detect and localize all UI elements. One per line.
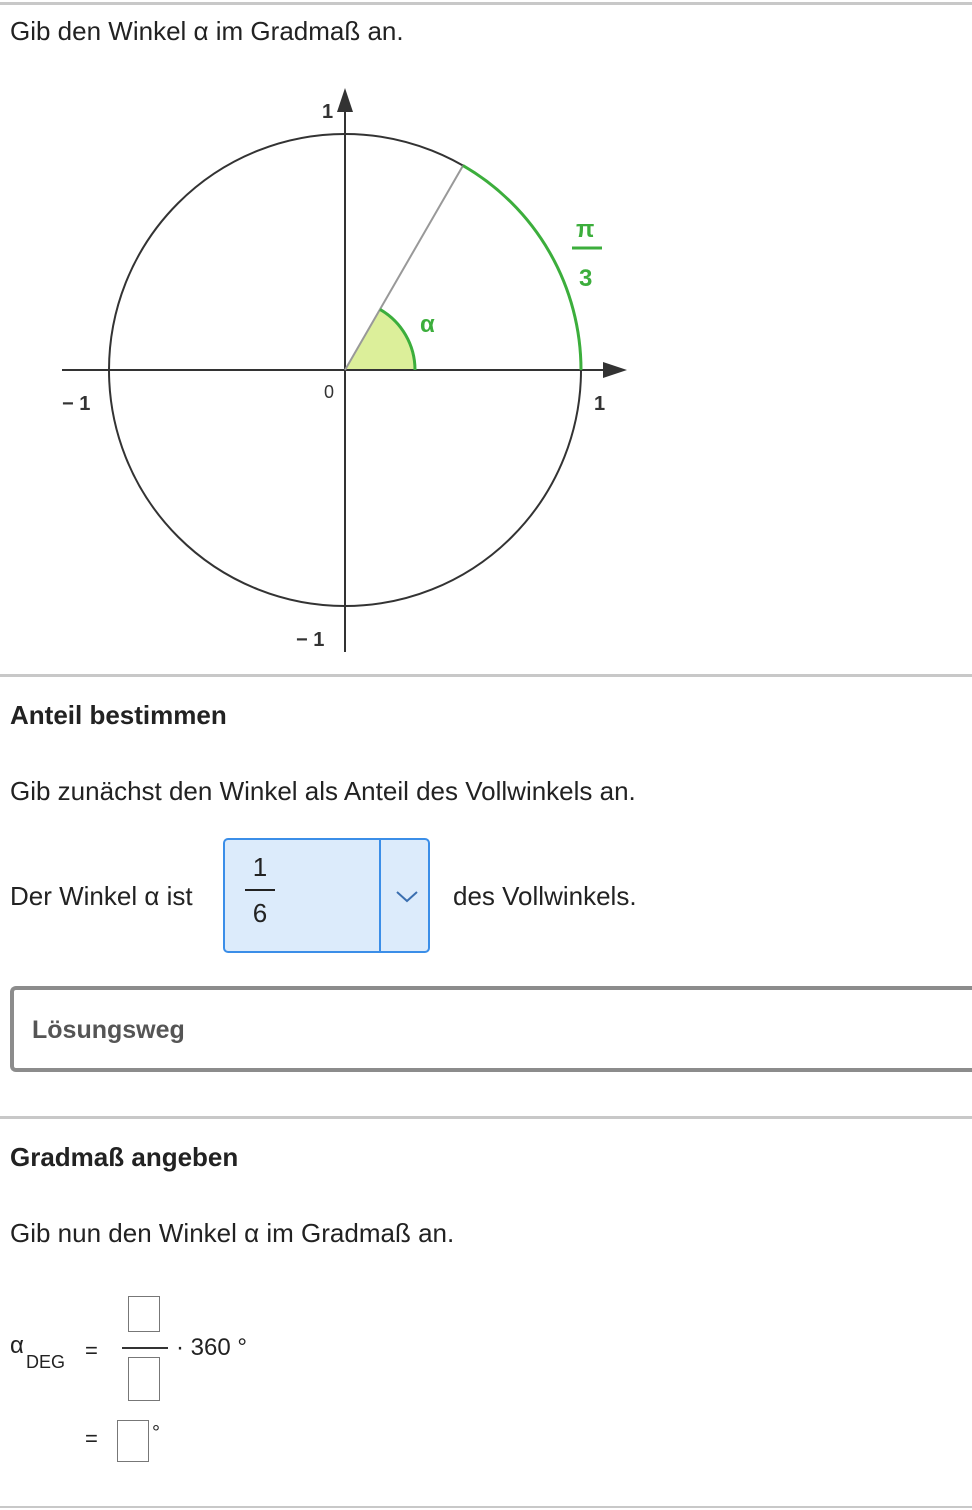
times-360: · 360 ° — [176, 1334, 247, 1361]
section2-title: Gradmaß angeben — [10, 1142, 239, 1172]
equals-sign-2: = — [85, 1426, 98, 1451]
arc-label-denominator: 3 — [579, 265, 593, 292]
section-divider-2 — [0, 1116, 972, 1119]
sentence-suffix: des Vollwinkels. — [453, 881, 637, 911]
alpha-subscript: DEG — [26, 1352, 66, 1372]
result-input[interactable] — [117, 1420, 149, 1462]
unit-circle-diagram — [0, 70, 700, 670]
arc-label-numerator: π — [576, 216, 595, 243]
x-right-label: 1 — [594, 393, 606, 415]
section2-instruction: Gib nun den Winkel α im Gradmaß an. — [10, 1218, 455, 1248]
dropdown-divider — [379, 840, 381, 951]
arc-pi-over-3 — [463, 166, 581, 370]
dropdown-denominator: 6 — [252, 898, 268, 928]
angle-sector — [345, 309, 415, 370]
solution-label: Lösungsweg — [32, 1016, 185, 1044]
section1-title: Anteil bestimmen — [10, 700, 227, 730]
fraction-bar — [122, 1347, 168, 1349]
y-axis-arrow — [337, 88, 353, 112]
solution-toggle[interactable] — [10, 986, 972, 1072]
top-rule — [0, 2, 972, 5]
degree-symbol: ° — [152, 1422, 160, 1444]
origin-label: 0 — [324, 382, 335, 402]
alpha-symbol: α — [10, 1332, 24, 1359]
y-bottom-label: − 1 — [296, 629, 325, 651]
x-left-label: − 1 — [62, 393, 91, 415]
x-axis-arrow — [603, 362, 627, 378]
denominator-input[interactable] — [128, 1357, 160, 1401]
sentence-prefix: Der Winkel α ist — [10, 881, 193, 911]
section-divider-1 — [0, 674, 972, 677]
y-top-label: 1 — [322, 101, 334, 123]
dropdown-fraction-bar — [245, 889, 275, 891]
numerator-input[interactable] — [128, 1296, 160, 1332]
alpha-label: α — [420, 311, 435, 338]
fraction-dropdown[interactable] — [223, 838, 430, 953]
bottom-rule — [0, 1506, 972, 1508]
chevron-down-icon[interactable] — [383, 840, 429, 951]
dropdown-numerator: 1 — [252, 852, 268, 882]
equals-sign-1: = — [85, 1338, 98, 1363]
question-text: Gib den Winkel α im Gradmaß an. — [10, 16, 404, 46]
section1-instruction: Gib zunächst den Winkel als Anteil des Vollwinkels an. — [10, 776, 636, 806]
dropdown-fraction — [245, 850, 275, 930]
